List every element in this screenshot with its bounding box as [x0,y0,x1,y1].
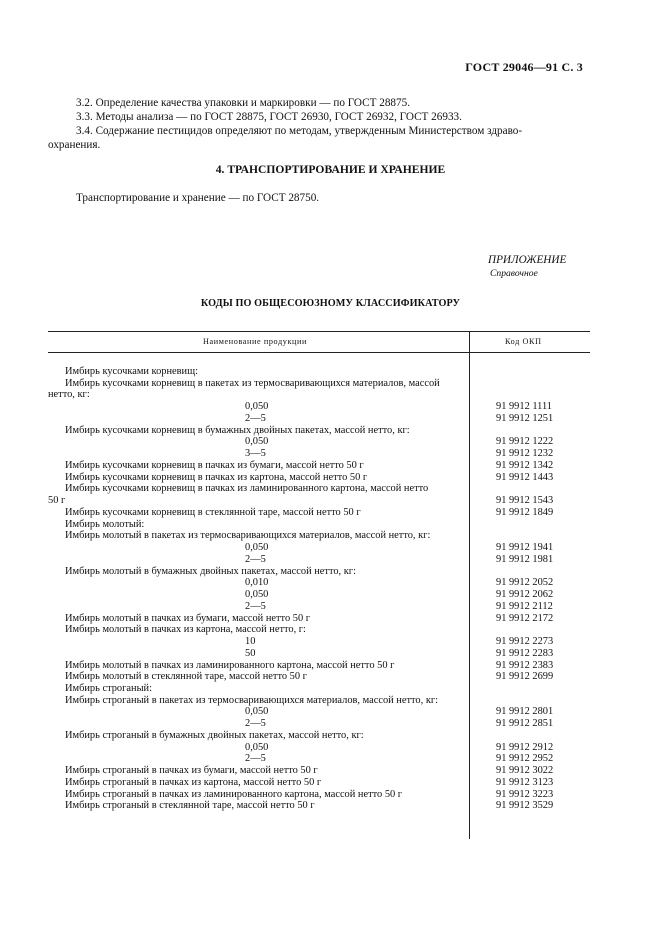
row-name: 0,050 [245,436,269,448]
row-name: Имбирь кусочками корневищ в пакетах из термосваривающихся материалов, массой [65,377,440,389]
row-name: 2—5 [245,553,266,565]
table-row [48,378,590,389]
table-row [48,648,590,659]
row-name: 0,050 [245,741,269,753]
row-name: Имбирь молотый в пачках из бумаги, массой нетто 50 г [65,612,310,624]
table-row [48,683,590,694]
table-row [48,624,590,635]
table-header-rule [48,352,590,353]
row-code: 91 9912 3022 [496,765,554,777]
row-name: 2—5 [245,753,266,765]
section-4-title: 4. ТРАНСПОРТИРОВАНИЕ И ХРАНЕНИЕ [215,163,446,176]
table-row [48,613,590,624]
row-name: Имбирь молотый в пакетах из термосваривающихся материалов, массой нетто, кг: [65,530,431,542]
table-row [48,366,590,377]
table-row [48,800,590,811]
table-row [48,460,590,471]
row-name: 50 г [48,495,66,507]
row-code: 91 9912 1232 [496,448,554,460]
table-header-code: Код ОКП [505,337,542,346]
row-name: Имбирь молотый в пачках из картона, массой нетто, г: [65,624,306,636]
row-code: 91 9912 2172 [496,612,554,624]
table-row [48,671,590,682]
table-row [48,695,590,706]
row-name: 0,050 [245,542,269,554]
clause-3-4: 3.4. Содержание пестицидов определяют по методам, утвержденным Министерством здраво- [76,125,523,137]
table-row [48,636,590,647]
row-code: 91 9912 2851 [496,718,554,730]
row-code: 91 9912 1849 [496,506,554,518]
clause-3-4-cont: охранения. [48,139,101,151]
row-name: Имбирь кусочками корневищ в пачках из картона, массой нетто 50 г [65,471,368,483]
table-row [48,389,590,400]
row-code: 91 9912 1941 [496,542,554,554]
row-name: Имбирь кусочками корневищ в пачках из ламинированного картона, массой нетто [65,483,429,495]
row-code: 91 9912 1981 [496,553,554,565]
table-row [48,495,590,506]
row-code: 91 9912 1342 [496,459,554,471]
table-row [48,554,590,565]
table-row [48,542,590,553]
row-name: 0,050 [245,589,269,601]
row-name: 0,050 [245,401,269,413]
clause-3-2: 3.2. Определение качества упаковки и маркировки — по ГОСТ 28875. [76,97,410,109]
row-code: 91 9912 2273 [496,636,554,648]
row-name: Имбирь строганый в пакетах из термосваривающихся материалов, массой нетто, кг: [65,694,439,706]
row-code: 91 9912 1543 [496,495,554,507]
table-row [48,507,590,518]
row-name: Имбирь строганый в пачках из ламинированного картона, массой нетто 50 г [65,788,403,800]
table-row [48,601,590,612]
row-name: Имбирь кусочками корневищ в стеклянной таре, массой нетто 50 г [65,506,361,518]
table-row [48,777,590,788]
table-row [48,436,590,447]
row-name: 50 [245,647,256,659]
row-code: 91 9912 2699 [496,671,554,683]
row-name: Имбирь кусочками корневищ в бумажных двойных пакетах, массой нетто, кг: [65,424,410,436]
table-header-name: Наименование продукции [203,337,307,346]
table-row [48,577,590,588]
table-row [48,425,590,436]
row-code: 91 9912 2052 [496,577,554,589]
row-name: Имбирь молотый в бумажных двойных пакетах, массой нетто, кг: [65,565,356,577]
table-row [48,660,590,671]
row-code: 91 9912 2801 [496,706,554,718]
section-4-text: Транспортирование и хранение — по ГОСТ 28750. [76,192,320,204]
table-row [48,413,590,424]
row-name: Имбирь молотый: [65,518,145,530]
row-name: Имбирь кусочками корневищ: [65,366,198,377]
row-code: 91 9912 2112 [496,600,553,612]
row-name: 3—5 [245,448,266,460]
table-row [48,789,590,800]
row-name: 0,010 [245,577,269,589]
row-name: 10 [245,636,256,648]
table-top-rule [48,331,590,332]
table-row [48,401,590,412]
row-name: Имбирь кусочками корневищ в пачках из бумаги, массой нетто 50 г [65,459,364,471]
row-name: Имбирь строганый в пачках из бумаги, массой нетто 50 г [65,765,318,777]
row-code: 91 9912 1443 [496,471,554,483]
table-row [48,589,590,600]
row-code: 91 9912 2952 [496,753,554,765]
row-name: нетто, кг: [48,389,90,401]
table-row [48,472,590,483]
row-code: 91 9912 1111 [496,401,552,413]
table-row [48,742,590,753]
row-code: 91 9912 2062 [496,589,554,601]
table-row [48,706,590,717]
row-name: Имбирь строганый в пачках из картона, массой нетто 50 г [65,776,322,788]
table-row [48,448,590,459]
row-name: Имбирь строганый в бумажных двойных пакетах, массой нетто, кг: [65,729,364,741]
row-code: 91 9912 1222 [496,436,554,448]
clause-3-3: 3.3. Методы анализа — по ГОСТ 28875, ГОСТ 26930, ГОСТ 26932, ГОСТ 26933. [76,111,462,123]
row-code: 91 9912 2283 [496,647,554,659]
table-row [48,718,590,729]
row-name: 2—5 [245,718,266,730]
appendix-label: ПРИЛОЖЕНИЕ [488,254,567,266]
row-code: 91 9912 1251 [496,412,554,424]
codes-title: КОДЫ ПО ОБЩЕСОЮЗНОМУ КЛАССИФИКАТОРУ [200,298,461,309]
row-code: 91 9912 3123 [496,776,554,788]
row-name: 2—5 [245,600,266,612]
appendix-sublabel: Справочное [490,268,538,279]
table-row [48,530,590,541]
row-name: 2—5 [245,412,266,424]
row-name: Имбирь строганый: [65,682,152,694]
table-row [48,566,590,577]
row-name: Имбирь молотый в пачках из ламинированного картона, массой нетто 50 г [65,659,395,671]
table-row [48,730,590,741]
row-code: 91 9912 2912 [496,741,554,753]
page-header: ГОСТ 29046—91 С. 3 [465,60,583,74]
row-code: 91 9912 2383 [496,659,554,671]
table-row [48,765,590,776]
row-code: 91 9912 3223 [496,788,554,800]
row-name: Имбирь молотый в стеклянной таре, массой нетто 50 г [65,671,307,683]
row-name: Имбирь строганый в стеклянной таре, массой нетто 50 г [65,800,315,812]
table-row [48,483,590,494]
table-row [48,519,590,530]
table-row [48,753,590,764]
row-name: 0,050 [245,706,269,718]
row-code: 91 9912 3529 [496,800,554,812]
